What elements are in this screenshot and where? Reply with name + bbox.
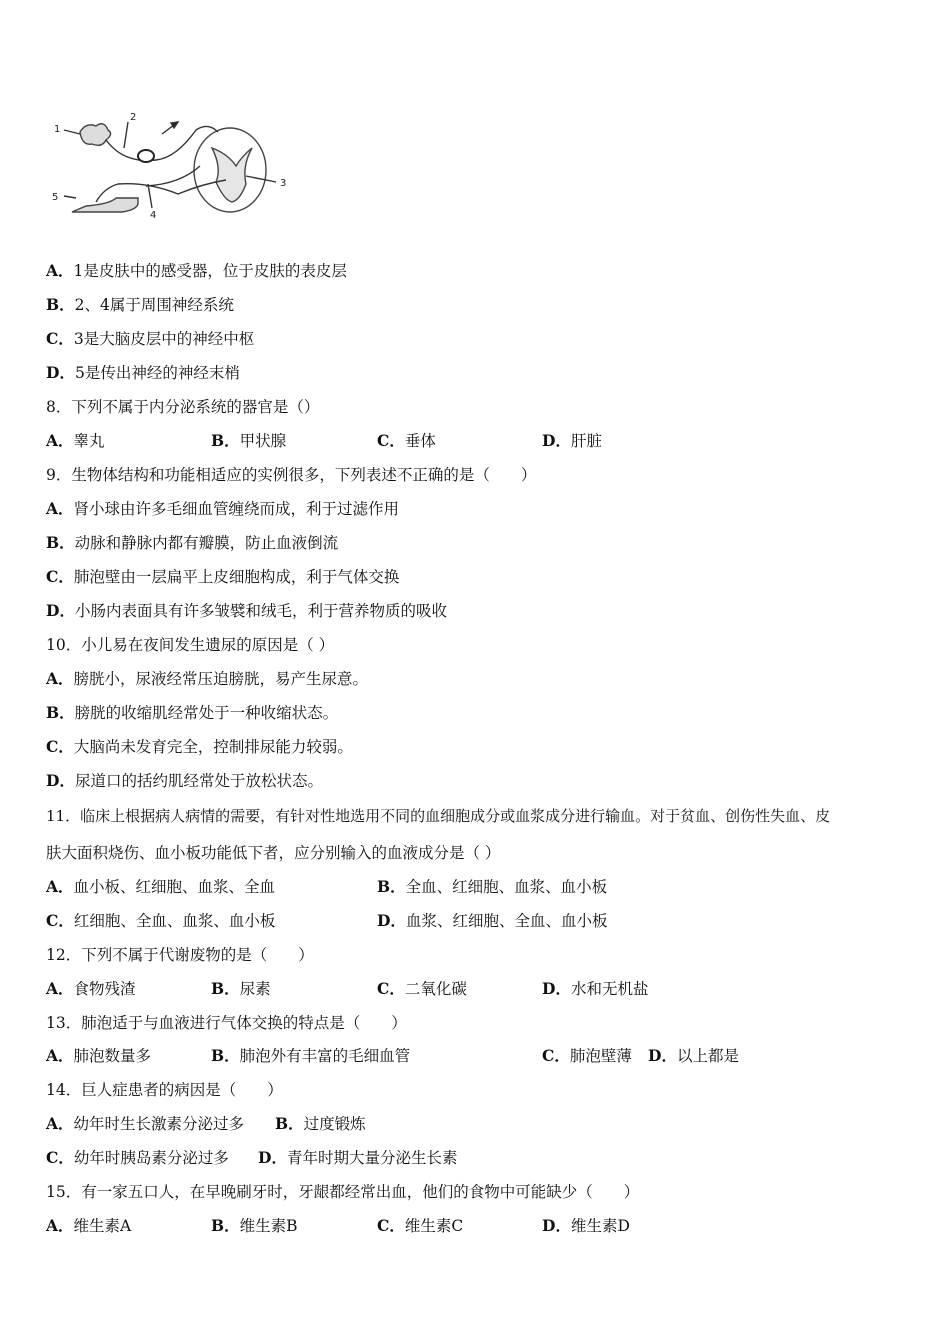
q12-option-c: C．二氧化碳 <box>377 979 467 998</box>
figure-label-3: 3 <box>280 178 287 189</box>
figure-label-1: 1 <box>54 124 61 135</box>
q10-option-c: C．大脑尚未发育完全，控制排尿能力较弱。 <box>46 737 353 756</box>
q9-option-a: A．肾小球由许多毛细血管缠绕而成，利于过滤作用 <box>46 499 400 518</box>
q9-option-d: D．小肠内表面具有许多皱襞和绒毛，利于营养物质的吸收 <box>46 601 447 620</box>
figure-label-5: 5 <box>52 192 59 203</box>
q12-stem: 12．下列不属于代谢废物的是（ ） <box>46 946 314 964</box>
q14-option-b: B．过度锻炼 <box>275 1114 366 1133</box>
q10-stem: 10．小儿易在夜间发生遗尿的原因是（ ） <box>46 636 335 654</box>
q11-option-a: A．血小板、红细胞、血浆、全血 <box>46 877 276 896</box>
q10-option-d: D．尿道口的括约肌经常处于放松状态。 <box>46 771 323 790</box>
q7-option-b: B．2、4属于周围神经系统 <box>46 295 234 314</box>
q15-option-d: D．维生素D <box>542 1216 630 1235</box>
q11-option-d: D．血浆、红细胞、全血、血小板 <box>377 911 608 930</box>
q7-option-c: C．3是大脑皮层中的神经中枢 <box>46 329 255 348</box>
q11-option-c: C．红细胞、全血、血浆、血小板 <box>46 911 276 930</box>
q12-option-a: A．食物残渣 <box>46 979 136 998</box>
q7-option-a: A．1是皮肤中的感受器，位于皮肤的表皮层 <box>46 261 347 280</box>
q9-option-c: C．肺泡壁由一层扁平上皮细胞构成，利于气体交换 <box>46 567 400 586</box>
q7-option-d: D．5是传出神经的神经末梢 <box>46 363 240 382</box>
q14-option-a: A．幼年时生长激素分泌过多 <box>46 1114 245 1133</box>
q14-option-d: D．青年时期大量分泌生长素 <box>258 1148 458 1167</box>
q15-option-a: A．维生素A <box>46 1216 132 1235</box>
q13-option-b: B．肺泡外有丰富的毛细血管 <box>211 1046 411 1065</box>
q13-option-c: C．肺泡壁薄 <box>542 1046 632 1065</box>
q15-stem: 15．有一家五口人，在早晚刷牙时，牙龈都经常出血，他们的食物中可能缺少（ ） <box>46 1183 640 1201</box>
q12-option-b: B．尿素 <box>211 979 271 998</box>
q8-option-d: D．肝脏 <box>542 431 602 450</box>
q14-option-c: C．幼年时胰岛素分泌过多 <box>46 1148 229 1167</box>
q10-option-b: B．膀胱的收缩肌经常处于一种收缩状态。 <box>46 703 339 722</box>
q12-option-d: D．水和无机盐 <box>542 979 649 998</box>
q15-option-c: C．维生素C <box>377 1216 464 1235</box>
q11-stem-line1: 11．临床上根据病人病情的需要，有针对性地选用不同的血细胞成分或血浆成分进行输血。对于贫血、创伤性失血、皮 <box>46 807 831 825</box>
q11-stem-line2: 肤大面积烧伤、血小板功能低下者，应分别输入的血液成分是（ ） <box>46 844 501 862</box>
q13-stem: 13．肺泡适于与血液进行气体交换的特点是（ ） <box>46 1014 407 1032</box>
figure-label-4: 4 <box>150 210 157 221</box>
q8-option-a: A．睾丸 <box>46 431 105 450</box>
figure-label-2: 2 <box>130 112 137 123</box>
q8-option-c: C．垂体 <box>377 431 436 450</box>
q10-option-a: A．膀胱小，尿液经常压迫膀胱，易产生尿意。 <box>46 669 369 688</box>
q14-stem: 14．巨人症患者的病因是（ ） <box>46 1081 283 1099</box>
q13-option-a: A．肺泡数量多 <box>46 1046 152 1065</box>
q11-option-b: B．全血、红细胞、血浆、血小板 <box>377 877 608 896</box>
q13-option-d: D．以上都是 <box>648 1046 739 1065</box>
q9-stem: 9．生物体结构和功能相适应的实例很多，下列表述不正确的是（ ） <box>46 466 537 484</box>
q9-option-b: B．动脉和静脉内都有瓣膜，防止血液倒流 <box>46 533 339 552</box>
q8-option-b: B．甲状腺 <box>211 431 287 450</box>
q8-stem: 8．下列不属于内分泌系统的器官是（） <box>46 398 320 416</box>
q15-option-b: B．维生素B <box>211 1216 298 1235</box>
reflex-arc-figure <box>50 108 300 226</box>
